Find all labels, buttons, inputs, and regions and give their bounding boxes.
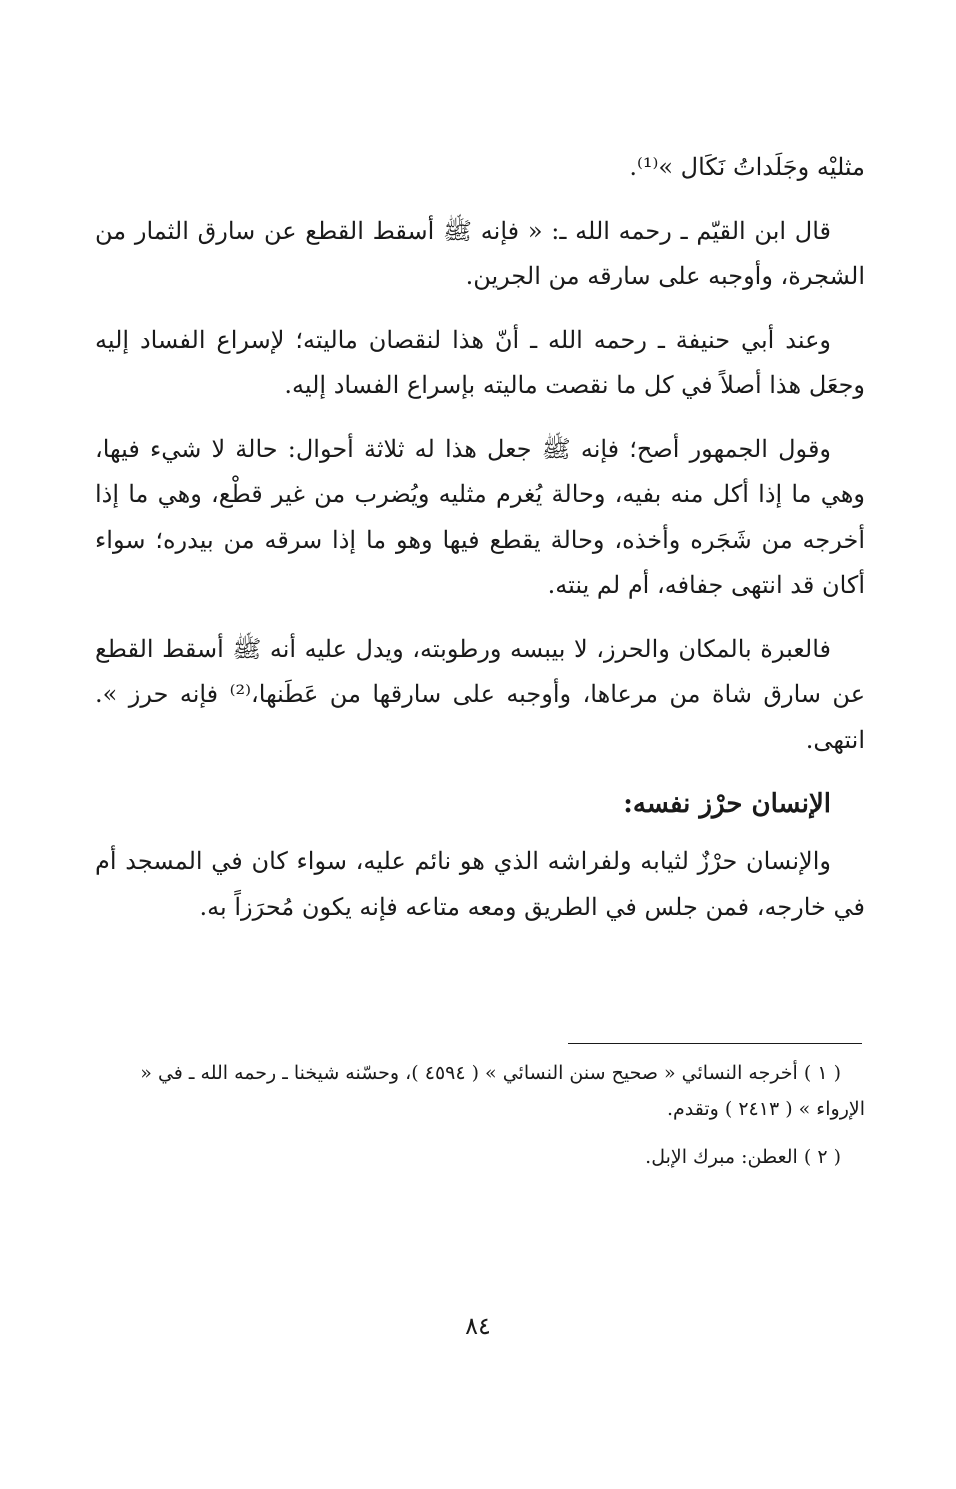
page-number: ٨٤ — [465, 1312, 491, 1340]
section-heading: الإنسان حرْز نفسه: — [623, 789, 831, 819]
main-text — [95, 145, 865, 948]
paragraph-continuation: مثليْه وجَلَداتُ نَكَال »⁽¹⁾. — [629, 153, 865, 181]
paragraph-jumhur: وقول الجمهور أصح؛ فإنه ﷺ جعل هذا له ثلاثة أحوال: حالة لا شيء فيها، وهي ما إذا أكل منه بفيه، وحالة يُغرم مثليه ويُضرب من غير قطْع، وهي ما إذا أخرجه من شَجَره وأخذه، وحالة يقطع فيها وهو ما إذا سرقه من بيدره؛ سواء أكان قد انتهى جفافه، أم لم ينته. — [95, 434, 865, 599]
footnote-1: ( ١ ) أخرجه النسائي « صحيح سنن النسائي » ( ٤٥٩٤ )، وحسّنه شيخنا ـ رحمه الله ـ في « الإرواء » ( ٢٤١٣ ) وتقدم. — [140, 1062, 865, 1120]
footnotes — [95, 1055, 865, 1187]
paragraph-hirz: فالعبرة بالمكان والحرز، لا بيبسه ورطوبته، ويدل عليه أنه ﷺ أسقط القطع عن سارق شاة من مرعاها، وأوجبه على سارقها من عَطَنها،⁽²⁾ فإنه حرز ». انتهى. — [95, 634, 866, 754]
paragraph-ibn-qayyim: قال ابن القيّم ـ رحمه الله ـ: « فإنه ﷺ أسقط القطع عن سارق الثمار من الشجرة، وأوجبه على سارقه من الجرين. — [95, 216, 865, 290]
footnote-divider — [568, 1043, 862, 1044]
paragraph-person-hirz: والإنسان حرْزٌ لثيابه ولفراشه الذي هو نائم عليه، سواء كان في المسجد أم في خارجه، فمن جلس في الطريق ومعه متاعه فإنه يكون مُحرَزاً به. — [95, 847, 865, 921]
paragraph-abu-hanifa: وعند أبي حنيفة ـ رحمه الله ـ أنّ هذا لنقصان ماليته؛ لإسراع الفساد إليه وجعَل هذا أصلاً في كل ما نقصت ماليته بإسراع الفساد إليه. — [95, 325, 865, 399]
footnote-2: ( ٢ ) العطن: مبرك الإبل. — [645, 1146, 841, 1168]
